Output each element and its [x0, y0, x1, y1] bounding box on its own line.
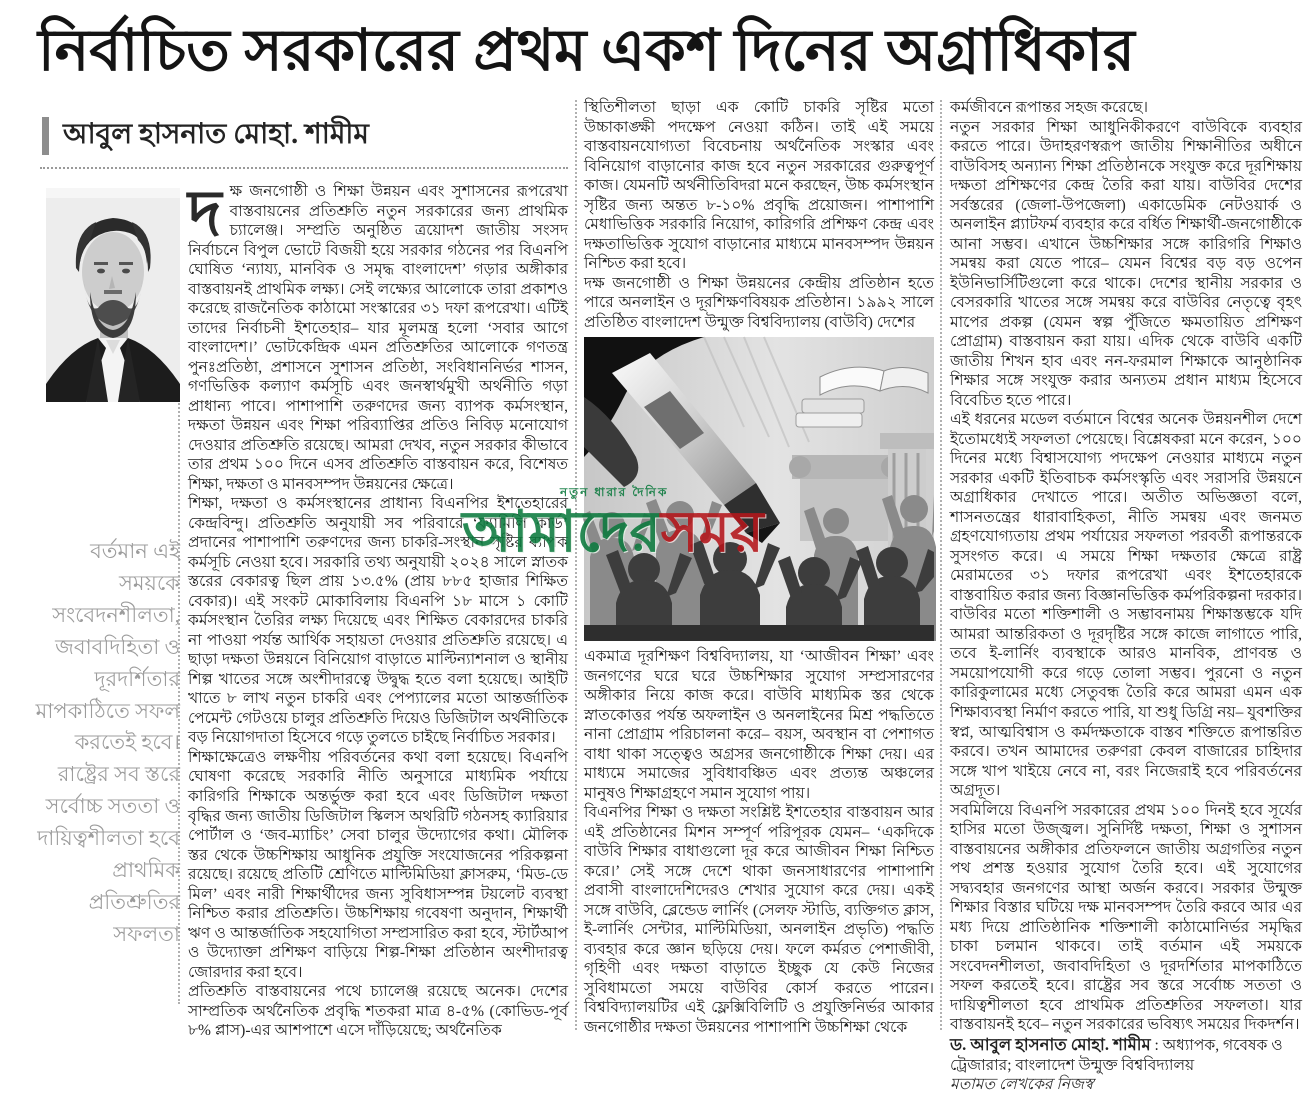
- paragraph: নতুন সরকার শিক্ষা আধুনিকীকরণে বাউবিকে ব্যবহার করতে পারে। উদাহরণস্বরূপ জাতীয় শিক্ষানীতির অধীনে বাউবিসহ অন্যান্য শিক্ষা প্রতিষ্ঠানকে সংযুক্ত করে দূরশিক্ষায় দক্ষতা প্রশিক্ষণের কেন্দ্র তৈরি করা যায়। বাউবির দেশের সর্বস্তরের (জেলা-উপজেলা) একাডেমিক নেটওয়ার্ক ও অনলাইন প্ল্যাটফর্ম ব্যবহার করে বর্ধিত শিক্ষার্থী-জনগোষ্ঠীকে আনা সম্ভব। এখানে উচ্চশিক্ষার সঙ্গে কারিগরি শিক্ষাও সমন্বয় করা যেতে পারে– যেমন বিশ্বের বড় বড় ওপেন ইউনিভার্সিটিগুলো করে থাকে। দেশের স্থানীয় সরকার ও বেসরকারি খাতের সঙ্গে সমন্বয় করে বাউবির নেতৃত্বে বৃহৎ মাপের প্রকল্প (যেমন স্বল্প পুঁজিতে ক্ষমতায়িত প্রশিক্ষণ প্রোগ্রাম) বাস্তবায়ন করা যায়। এদিক থেকে বাউবি একটি জাতীয় শিখন হাব এবং নন-ফরমাল শিক্ষাকে আনুষ্ঠানিক শিক্ষার সঙ্গে সংযুক্ত করার অন্যতম প্রধান মাধ্যম হিসেবে বিবেচিত হতে পারে।: [950, 118, 1302, 409]
- byline-divider: [40, 167, 568, 169]
- column-2: [584, 98, 934, 1036]
- paragraph: শিক্ষা, দক্ষতা ও কর্মসংস্থানের প্রাধান্য বিএনপির ইশতেহারের কেন্দ্রবিন্দু। প্রতিশ্রুতি অনুযায়ী সব পরিবারে ‘ফ্যামিলি কার্ড’ প্রদানের পাশাপাশি তরুণদের জন্য চাকরি-সংস্থান সৃষ্টির ব্যাপক কর্মসূচি নেওয়া হবে। সরকারি তথ্য অনুযায়ী ২০২৪ সালে স্নাতক স্তরের বেকারত্ব ছিল প্রায় ১৩.৫% (প্রায় ৮৮৫ হাজার শিক্ষিত বেকার)। এই সংকট মোকাবিলায় বিএনপি ১৮ মাসে ১ কোটি কর্মসংস্থান তৈরির লক্ষ্য দিয়েছে এবং শিক্ষিত বেকারদের চাকরি না পাওয়া পর্যন্ত আর্থিক সহায়তা দেওয়ার প্রতিশ্রুতি রয়েছে। এ ছাড়া দক্ষতা উন্নয়নে বিনিয়োগ বাড়াতে মাল্টিন্যাশনাল ও স্থানীয় শিল্প খাতের সঙ্গে অংশীদারত্বে উদ্বুদ্ধ হতে বলা হয়েছে। আইটি খাতে ৮ লাখ নতুন চাকরি এবং পেপ্যালের মতো আন্তর্জাতিক পেমেন্ট গেটওয়ে চালুর প্রতিশ্রুতি দিয়েও ডিজিটাল অর্থনীতিকে বড় নিয়োগদাতা হিসেবে গড়ে তুলতে চাইছে নির্বাচিত সরকার।: [188, 495, 568, 747]
- watermark-tagline: নতুন ধারার দৈনিক: [560, 485, 669, 499]
- footer-author-info: [950, 1035, 1302, 1075]
- column-3: [950, 98, 1302, 1094]
- footer-author-title: : অধ্যাপক, গবেষক ও ট্রেজারার; বাংলাদেশ উন্মুক্ত বিশ্ববিদ্যালয়: [950, 1036, 1283, 1074]
- article-image: [584, 337, 934, 641]
- article-headline: নির্বাচিত সরকারের প্রথম একশ দিনের অগ্রাধিকার: [38, 18, 1135, 83]
- footer-disclaimer: মতামত লেখকের নিজস্ব: [950, 1076, 1094, 1094]
- lead-paragraph: [188, 178, 568, 494]
- paragraph: কর্মজীবনে রূপান্তর সহজ করেছে।: [950, 99, 1149, 116]
- paragraph: বিএনপির শিক্ষা ও দক্ষতা সংশ্লিষ্ট ইশতেহার বাস্তবায়ন আর এই প্রতিষ্ঠানের মিশন সম্পূর্ণ পরিপূরক যেমন– ‘একদিকে বাউবি শিক্ষার বাধাগুলো দূর করে আজীবন শিক্ষা নিশ্চিত করে।’ সেই সঙ্গে দেশে থাকা জনসাধারণের পাশাপাশি প্রবাসী বাংলাদেশিদেরও শেখার সুযোগ করে দেয়। একই সঙ্গে বাউবি, ব্লেন্ডেড লার্নিং (সেলফ স্টাডি, ব্যক্তিগত ক্লাস, ই-লার্নিং সেন্টার, মাল্টিমিডিয়া, অনলাইন প্রভৃতি) পদ্ধতি ব্যবহার করে জ্ঞান ছড়িয়ে দেয়। ফলে কর্মরত পেশাজীবী, গৃহিণী এবং দক্ষতা বাড়াতে ইচ্ছুক যে কেউ নিজের সুবিধামতো সময়ে বাউবির কোর্স করতে পারেন। বিশ্ববিদ্যালয়টির এই ফ্লেক্সিবিলিটি ও প্রযুক্তিনির্ভর আকার জনগোষ্ঠীর দক্ষতা উন্নয়নের পাশাপাশি উচ্চশিক্ষা থেকে: [584, 804, 934, 1036]
- column-separator-2: [940, 100, 942, 1030]
- paragraph: শিক্ষাক্ষেত্রেও লক্ষণীয় পরিবর্তনের কথা বলা হয়েছে। বিএনপি ঘোষণা করেছে সরকারি নীতি অনুসারে মাধ্যমিক পর্যায়ে কারিগরি শিক্ষাকে অন্তর্ভুক্ত করা হবে এবং ডিজিটাল দক্ষতা বৃদ্ধির জন্য জাতীয় ডিজিটাল স্কিলস অথরিটি গঠনসহ ক্যারিয়ার পোর্টাল ও ‘জব-ম্যাচিং’ সেবা চালুর উদ্যোগের কথা। মৌলিক স্তর থেকে উচ্চশিক্ষায় আধুনিক প্রযুক্তি সংযোজনের পরিকল্পনা রয়েছে। রয়েছে প্রতিটি শ্রেণিতে মাল্টিমিডিয়া ক্লাসরুম, ‘মিড-ডে মিল’ এবং নারী শিক্ষার্থীদের জন্য সুবিধাসম্পন্ন টয়লেট ব্যবস্থা নিশ্চিত করার প্রতিশ্রুতি। উচ্চশিক্ষায় গবেষণা অনুদান, শিক্ষার্থী ঋণ ও আন্তর্জাতিক সহযোগিতা সম্প্রসারিত করা হবে, স্টার্টআপ ও উদ্যোক্তা প্রশিক্ষণ বাড়িয়ে শিল্প-শিক্ষা প্রতিষ্ঠান অংশীদারত্ব জোরদার করা হবে।: [188, 748, 568, 981]
- author-photo: [46, 188, 180, 402]
- watermark-name-green: আমাদের: [462, 501, 661, 564]
- byline: [42, 112, 369, 159]
- footer-author-name: ড. আবুল হাসনাত মোহা. শামীম: [950, 1034, 1151, 1054]
- lead-dropcap: দ: [188, 178, 222, 249]
- paragraph: প্রতিশ্রুতি বাস্তবায়নের পথে চ্যালেঞ্জ রয়েছে অনেক। দেশের সাম্প্রতিক অর্থনৈতিক প্রবৃদ্ধি শতকরা মাত্র ৪-৫% (কোভিড-পূর্ব ৮% প্লাস)-এর আশপাশে এসে দাঁড়িয়েছে; অর্থনৈতিক: [188, 983, 568, 1040]
- paragraph: সবমিলিয়ে বিএনপি সরকারের প্রথম ১০০ দিনই হবে সূর্যের হাসির মতো উজ্জ্বল। সুনির্দিষ্ট দক্ষতা, শিক্ষা ও সুশাসন বাস্তবায়নের অঙ্গীকার প্রতিফলনে জাতীয় অগ্রগতির নতুন পথ প্রশস্ত হওয়ার সুযোগ তৈরি হবে। এই সুযোগের সদ্ব্যবহার জনগণের আস্থা অর্জন করবে। সরকার উন্মুক্ত শিক্ষার বিস্তার ঘটিয়ে দক্ষ মানবসম্পদ তৈরি করবে আর এর মধ্য দিয়ে প্রাতিষ্ঠানিক শক্তিশালী কাঠামোনির্ভর সমৃদ্ধির চাকা চলমান থাকবে। তাই বর্তমান এই সময়কে সংবেদনশীলতা, জবাবদিহিতা ও দূরদর্শিতার মাপকাঠিতে সফল করতেই হবে। রাষ্ট্রের সব স্তরে সর্বোচ্চ সততা ও দায়িত্বশীলতা হবে প্রাথমিক প্রতিশ্রুতির সফলতা। যার বাস্তবায়নই হবে– নতুন সরকারের ভবিষ্যৎ সময়ের দিকদর্শন।: [950, 801, 1302, 1034]
- paragraph: স্থিতিশীলতা ছাড়া এক কোটি চাকরি সৃষ্টির মতো উচ্চাকাঙ্ক্ষী পদক্ষেপ নেওয়া কঠিন। তাই এই সময়ে বাস্তবায়নযোগ্যতা বিবেচনায় অর্থনৈতিক সংস্কার এবং বিনিয়োগ বাড়ানোর কাজ হবে নতুন সরকারের গুরুত্বপূর্ণ কাজ। যেমনটি অর্থনীতিবিদরা মনে করছেন, উচ্চ কর্মসংস্থান সৃষ্টির জন্য অন্তত ৮-১০% প্রবৃদ্ধি প্রয়োজন। পাশাপাশি মেধাভিত্তিক সরকারি নিয়োগ, কারিগরি প্রশিক্ষণ কেন্দ্র এবং দক্ষতাভিত্তিক সুযোগ বাড়ানোর মাধ্যমে মানবসম্পদ উন্নয়ন নিশ্চিত করা হবে।: [584, 99, 934, 273]
- watermark-name-red: সময়: [660, 501, 764, 564]
- paragraph: দক্ষ জনগোষ্ঠী ও শিক্ষা উন্নয়নের কেন্দ্রীয় প্রতিষ্ঠান হতে পারে অনলাইন ও দূরশিক্ষণবিষয়ক প্রতিষ্ঠান। ১৯৯২ সালে প্রতিষ্ঠিত বাংলাদেশ উন্মুক্ত বিশ্ববিদ্যালয় (বাউবি) দেশের: [584, 274, 934, 331]
- author-portrait-graphic: [46, 188, 180, 402]
- paragraph-text: ক্ষ জনগোষ্ঠী ও শিক্ষা উন্নয়ন এবং সুশাসনের রূপরেখা বাস্তবায়নের প্রতিশ্রুতি নতুন সরকারের জন্য প্রাথমিক চ্যালেঞ্জ। সম্প্রতি অনুষ্ঠিত ত্রয়োদশ জাতীয় সংসদ নির্বাচনে বিপুল ভোটে বিজয়ী হয়ে সরকার গঠনের পর বিএনপি ঘোষিত ‘ন্যায্য, মানবিক ও সমৃদ্ধ বাংলাদেশ’ গড়ার অঙ্গীকার বাস্তবায়নই প্রাথমিক লক্ষ্য। সেই লক্ষ্যের আলোকে তারা প্রকাশও করেছে রাজনৈতিক কাঠামো সংস্কারের ৩১ দফা রূপরেখা। এটিই তাদের নির্বাচনী ইশতেহার– যার মূলমন্ত্র হলো ‘সবার আগে বাংলাদেশ।’ ভোটকেন্দ্রিক এমন প্রতিশ্রুতির আলোকে গণতন্ত্র পুনঃপ্রতিষ্ঠা, প্রশাসনে সুশাসন প্রতিষ্ঠা, সংবিধাননির্ভর শাসন, গণভিত্তিক কল্যাণ কর্মসূচি এবং জনস্বার্থমুখী অর্থনীতি গড়া প্রাধান্য পাবে। পাশাপাশি তরুণদের জন্য ব্যাপক কর্মসংস্থান, দক্ষতা উন্নয়ন এবং শিক্ষা পরিব্যাপ্তির প্রতিও নিবিড় মনোযোগ দেওয়ার প্রতিশ্রুতি রয়েছে। আমরা দেখব, নতুন সরকার কীভাবে তার প্রথম ১০০ দিনে এসব প্রতিশ্রুতি বাস্তবায়ন করে, বিশেষত শিক্ষা, দক্ষতা ও মানবসম্পদ উন্নয়নের ক্ষেত্রে।: [188, 183, 568, 493]
- byline-accent-bar: [42, 117, 49, 155]
- paragraph: এই ধরনের মডেল বর্তমানে বিশ্বের অনেক উন্নয়নশীল দেশে ইতোমধ্যেই সফলতা পেয়েছে। বিশ্লেষকরা মনে করেন, ১০০ দিনের মধ্যে বিশ্বাসযোগ্য পদক্ষেপ নেওয়ার মাধ্যমে নতুন সরকার একটি ইতিবাচক কর্মসংস্কৃতি এবং সরাসরি উন্নয়নে অগ্রাধিকার দেখাতে পারে। অতীত অভিজ্ঞতা বলে, শাসনতন্ত্রের ধারাবাহিকতা, নীতি সমন্বয় এবং জনমত গ্রহণযোগ্যতায় প্রথম পর্যায়ের সফলতা পরবর্তী রূপান্তরকে সুসংগত করে। এ সময়ে শিক্ষা দক্ষতার ক্ষেত্রে রাষ্ট্র মেরামতের ৩১ দফার রূপরেখা এবং ইশতেহারকে বাস্তবায়িত করার জন্য বিজ্ঞানভিত্তিক কর্মপরিকল্পনা দরকার। বাউবির মতো শক্তিশালী ও সম্ভাবনাময় শিক্ষাস্তম্ভকে যদি আমরা আন্তরিকতা ও দূরদৃষ্টির সঙ্গে কাজে লাগাতে পারি, তবে ই-লার্নিং ব্যবস্থাকে আরও মানবিক, প্রাণবন্ত ও সময়োপযোগী করে গড়ে তোলা সম্ভব। পুরনো ও নতুন কারিকুলামের মধ্যে সেতুবন্ধ তৈরি করে আমরা এমন এক শিক্ষাব্যবস্থা নির্মাণ করতে পারি, যা শুধু ডিগ্রি নয়– যুবশক্তির স্বপ্ন, আত্মবিশ্বাস ও কর্মদক্ষতাকে বাস্তব শক্তিতে রূপান্তরিত করবে। তখন আমাদের তরুণরা কেবল বাজারের চাহিদার সঙ্গে খাপ খাইয়ে নেবে না, বরং নিজেরাই হবে পরিবর্তনের অগ্রদূত।: [950, 411, 1302, 800]
- education-collage-graphic: [584, 337, 934, 641]
- pull-quote: বর্তমান এই সময়কে সংবেদনশীলতা, জবাবদিহিতা ও দূরদর্শিতার মাপকাঠিতে সফল করতেই হবে। রাষ্ট্রের সব স্তরে সর্বোচ্চ সততা ও দায়িত্বশীলতা হবে প্রাথমিক প্রতিশ্রুতির সফলতা: [35, 539, 180, 946]
- byline-author-name: আবুল হাসনাত মোহা. শামীম: [63, 119, 369, 150]
- paragraph: একমাত্র দূরশিক্ষণ বিশ্ববিদ্যালয়, যা ‘আজীবন শিক্ষা’ এবং জনগণের ঘরে ঘরে উচ্চশিক্ষার সুযোগ সম্প্রসারণের অঙ্গীকার নিয়ে কাজ করে। বাউবি মাধ্যমিক স্তর থেকে স্নাতকোত্তর পর্যন্ত অফলাইন ও অনলাইনের মিশ্র পদ্ধতিতে নানা প্রোগ্রাম পরিচালনা করে– বয়স, অবস্থান বা পেশাগত বাধা থাকা সত্ত্বেও অগ্রসর জনগোষ্ঠীকে শিক্ষা দেয়। এর মাধ্যমে সমাজের সুবিধাবঞ্চিত এবং প্রত্যন্ত অঞ্চলের মানুষও শিক্ষাগ্রহণে সমান সুযোগ পায়।: [584, 648, 934, 802]
- column-separator-1: [575, 100, 577, 1030]
- column-1: [188, 178, 568, 1040]
